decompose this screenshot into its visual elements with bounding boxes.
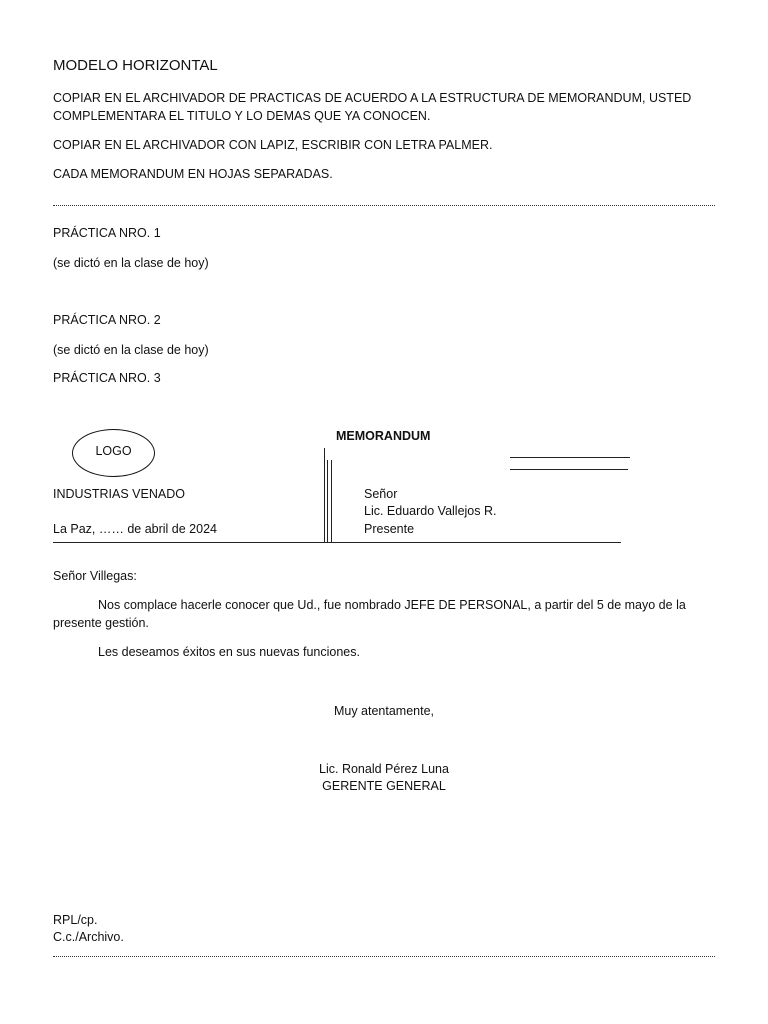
instruction-separate-sheets: CADA MEMORANDUM EN HOJAS SEPARADAS. (53, 167, 333, 181)
vertical-divider-3 (331, 460, 332, 542)
practice-1-note: (se dictó en la clase de hoy) (53, 256, 209, 270)
page-title: MODELO HORIZONTAL (53, 57, 218, 74)
signer-name: Lic. Ronald Pérez Luna (319, 762, 449, 776)
recipient-presente: Presente (364, 522, 415, 536)
body-line-1: Nos complace hacerle conocer que Ud., fue nombrado JEFE DE PERSONAL, a partir del 5 de mayo de la (98, 598, 686, 612)
dotted-separator-bottom (53, 956, 715, 957)
header-underline (53, 542, 621, 543)
logo-text: LOGO (95, 444, 132, 458)
body-paragraph-2: Les deseamos éxitos en sus nuevas funciones. (98, 645, 360, 659)
practice-3-label: PRÁCTICA NRO. 3 (53, 371, 161, 385)
recipient-name: Lic. Eduardo Vallejos R. (364, 504, 497, 518)
place-date: La Paz, …… de abril de 2024 (53, 522, 217, 536)
instruction-line-1: COPIAR EN EL ARCHIVADOR DE PRACTICAS DE ACUERDO A LA ESTRUCTURA DE MEMORANDUM, USTED (53, 91, 692, 105)
practice-1-label: PRÁCTICA NRO. 1 (53, 226, 161, 240)
company-name: INDUSTRIAS VENADO (53, 487, 185, 501)
instruction-line-2: COMPLEMENTARA EL TITULO Y LO DEMAS QUE YA CONOCEN. (53, 109, 431, 123)
vertical-divider-1 (324, 448, 325, 542)
practice-2-note: (se dictó en la clase de hoy) (53, 343, 209, 357)
decorative-line-1 (510, 457, 630, 458)
practice-2-label: PRÁCTICA NRO. 2 (53, 313, 161, 327)
body-line-2: presente gestión. (53, 616, 149, 630)
memo-heading: MEMORANDUM (336, 429, 431, 443)
signer-title: GERENTE GENERAL (322, 779, 446, 793)
greeting: Señor Villegas: (53, 569, 137, 583)
recipient-salutation: Señor (364, 487, 398, 501)
dotted-separator-top (53, 205, 715, 206)
instruction-pencil: COPIAR EN EL ARCHIVADOR CON LAPIZ, ESCRIBIR CON LETRA PALMER. (53, 138, 493, 152)
decorative-line-2 (510, 469, 628, 470)
carbon-copy: C.c./Archivo. (53, 930, 124, 944)
logo-placeholder (72, 429, 155, 477)
vertical-divider-2 (327, 460, 328, 542)
initials: RPL/cp. (53, 913, 98, 927)
closing: Muy atentamente, (333, 704, 435, 718)
